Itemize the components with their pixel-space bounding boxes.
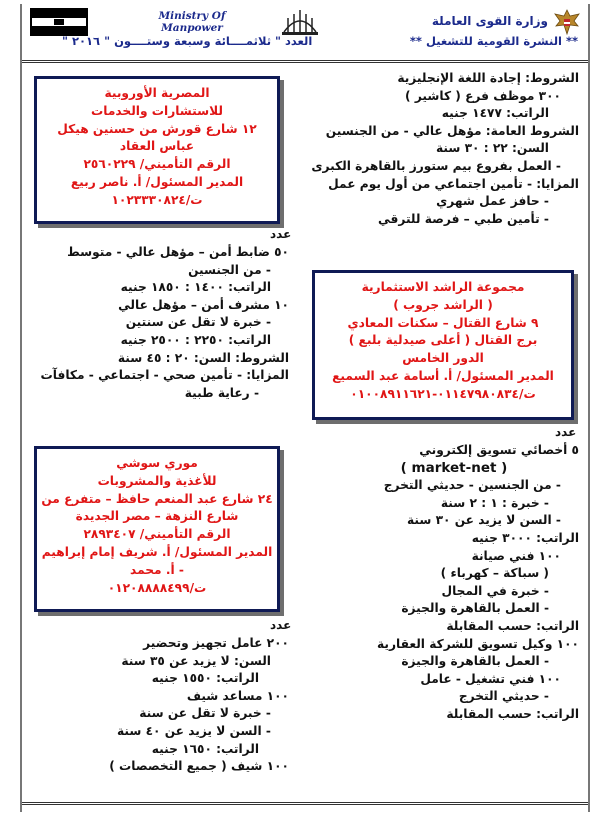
listing-line: الراتب: ٣٠٠٠ جنيه [471, 530, 579, 545]
flag-icon [30, 8, 88, 36]
listing-line: - تأمين طبي – فرصة للترقي [378, 211, 549, 226]
listing-line: - رعاية طبية [184, 385, 259, 400]
listing-line: - خبرة : ١ : ٢ سنة [440, 495, 549, 510]
company-box-mory-sushi [34, 446, 280, 612]
listing-line: الراتب: ١٥٥٠ جنيه [151, 671, 259, 686]
issue-number: العدد " ثلاثمــــائة وسبعة وستــــون " ٢٠١٦ " [62, 34, 313, 48]
header-divider [22, 60, 588, 63]
job-listing-security [27, 244, 289, 402]
listing-line: - السن لا يزيد عن ٤٠ سنة [116, 723, 271, 738]
company-info-line: شارع النزهة – مصر الجديدة [75, 509, 239, 524]
page-header [22, 4, 588, 62]
company-info-line: مجموعة الراشد الاستثمارية [361, 280, 525, 294]
ministry-name-english: Ministry Of Manpower [158, 10, 226, 34]
company-info-line: المدير المسئول/ أ. أسامة عبد السميع [332, 368, 554, 383]
listing-line: - خبرة لا تقل عن سنتين [125, 315, 271, 330]
listing-line: - من الجنسين [188, 262, 271, 277]
company-info-line: للأغذية والمشروبات [97, 473, 217, 488]
count-label: عدد [555, 425, 577, 439]
listing-line: ١٠٠ مساعد شيف [186, 688, 289, 703]
company-info-line: ١٢ شارع قورش من حسنين هيكل [57, 121, 257, 136]
company-info-line: للاستشارات والخدمات [91, 103, 223, 118]
job-listing-market-net [329, 442, 579, 724]
company-info-line: ت/٠١٢٠٨٨٨٨٤٩٩ [107, 580, 207, 595]
listing-line: المزايا: - تأمين اجتماعي من أول يوم عمل [328, 176, 579, 191]
eagle-emblem-icon [552, 8, 582, 36]
listing-line: - العمل بالقاهرة والجيزة [401, 654, 549, 669]
listing-line: - من الجنسين - حديثي التخرج [383, 478, 561, 493]
listing-line: - حديثي التخرج [458, 689, 549, 704]
company-info-line: برج القتال ( أعلى صيدلية بلبع ) [348, 333, 538, 348]
company-box-european-consulting [34, 76, 280, 224]
company-info-line: ٢٤ شارع عبد المنعم حافظ – متفرع من [41, 491, 273, 506]
listing-line: السن: ٢٢ : ٣٠ سنة [435, 141, 549, 156]
listing-line: - خبرة في المجال [441, 583, 549, 598]
listing-line: ١٠٠ فني تشغيل - عامل [420, 671, 561, 686]
listing-line: ٢٠٠ عامل تجهيز وتحضير [143, 636, 289, 650]
company-info-line: المدير المسئول/ أ. ناصر ربيع [70, 174, 244, 189]
company-info-line: ت/١٠٢٣٣٣٠٨٢٤ [111, 192, 203, 207]
listing-line: الراتب: ١٤٧٧ جنيه [441, 106, 549, 121]
company-info-line: الرقم التأميني/ ٢٨٩٣٤٠٧ [83, 527, 231, 542]
count-label: عدد [270, 618, 292, 632]
job-listing-mory-sushi [29, 635, 289, 776]
listing-line: - خبرة لا تقل عن سنة [139, 706, 271, 721]
listing-line: ١٠٠ وكيل تسويق للشركة العقارية [377, 636, 579, 651]
listing-line: الشروط: إجادة اللغة الإنجليزية [397, 71, 579, 85]
listing-line: - العمل بفروع بيم ستورز بالقاهرة الكبرى [311, 158, 561, 173]
listing-line: ( market-net ) [400, 459, 508, 476]
listing-line: الشروط: السن: ٢٠ : ٤٥ سنة [117, 350, 289, 365]
listing-line: ١٠٠ شيف ( جميع التخصصات ) [109, 759, 289, 774]
job-listing-beam-stores [309, 70, 579, 228]
listing-line: الراتب: حسب المقابلة [446, 706, 579, 721]
listing-line: ٥ أخصائي تسويق إلكتروني [419, 443, 579, 457]
company-info-line: عباس العقاد [119, 139, 195, 154]
listing-line: السن: لا يزيد عن ٣٥ سنة [121, 653, 271, 668]
listing-line: ( سباكة – كهرباء ) [440, 566, 549, 581]
count-label: عدد [270, 227, 292, 241]
company-info-line: المصرية الأوروبية [104, 86, 210, 100]
ministry-name-arabic: وزارة القوى العاملة [431, 14, 548, 28]
listing-line: المزايا: - تأمين صحي - اجتماعي - مكافآت [40, 368, 289, 383]
company-info-line: ت/٠١١٤٧٩٨٠٨٣٤-٠١٠٠٨٩١١٦٢١ [350, 386, 536, 401]
listing-line: - السن لا يزيد عن ٣٠ سنة [406, 513, 561, 528]
listing-line: ٣٠٠ موظف فرع ( كاشير ) [405, 88, 561, 103]
company-info-line: الرقم التأميني/ ٢٥٦٠٢٢٩ [83, 157, 231, 172]
company-info-line: موري سوشي [116, 456, 198, 470]
footer-divider [22, 802, 588, 805]
company-info-line: ٩ شارع القتال – سكنات المعادي [347, 315, 539, 330]
company-info-line: - أ. محمد [130, 562, 184, 577]
listing-line: ٥٠ ضابط أمن – مؤهل عالي - متوسط [67, 245, 289, 259]
listing-line: ١٠ مشرف أمن – مؤهل عالي [118, 297, 289, 312]
listing-line: - حافز عمل شهري [436, 194, 549, 209]
listing-line: ١٠٠ فني صيانة [471, 548, 561, 563]
company-info-line: المدير المسئول/ أ. شريف إمام إبراهيم [41, 544, 273, 559]
listing-line: الراتب: حسب المقابلة [446, 618, 579, 633]
listing-line: - العمل بالقاهرة والجيزة [401, 601, 549, 616]
listing-line: الراتب: ١٦٥٠ جنيه [151, 741, 259, 756]
company-info-line: ( الراشد جروب ) [393, 297, 493, 312]
listing-line: الشروط العامة: مؤهل عالي - من الجنسين [325, 123, 579, 138]
listing-line: الراتب: ١٤٠٠ : ١٨٥٠ جنيه [120, 280, 271, 295]
ministry-emblem-icon [280, 6, 320, 36]
listing-line: الراتب: ٢٢٥٠ : ٢٥٠٠ جنيه [120, 332, 271, 347]
company-box-alrashed-group [312, 270, 574, 420]
company-info-line: الدور الخامس [402, 351, 484, 366]
bulletin-title: ** النشرة القومية للتشغيل ** [409, 34, 578, 48]
